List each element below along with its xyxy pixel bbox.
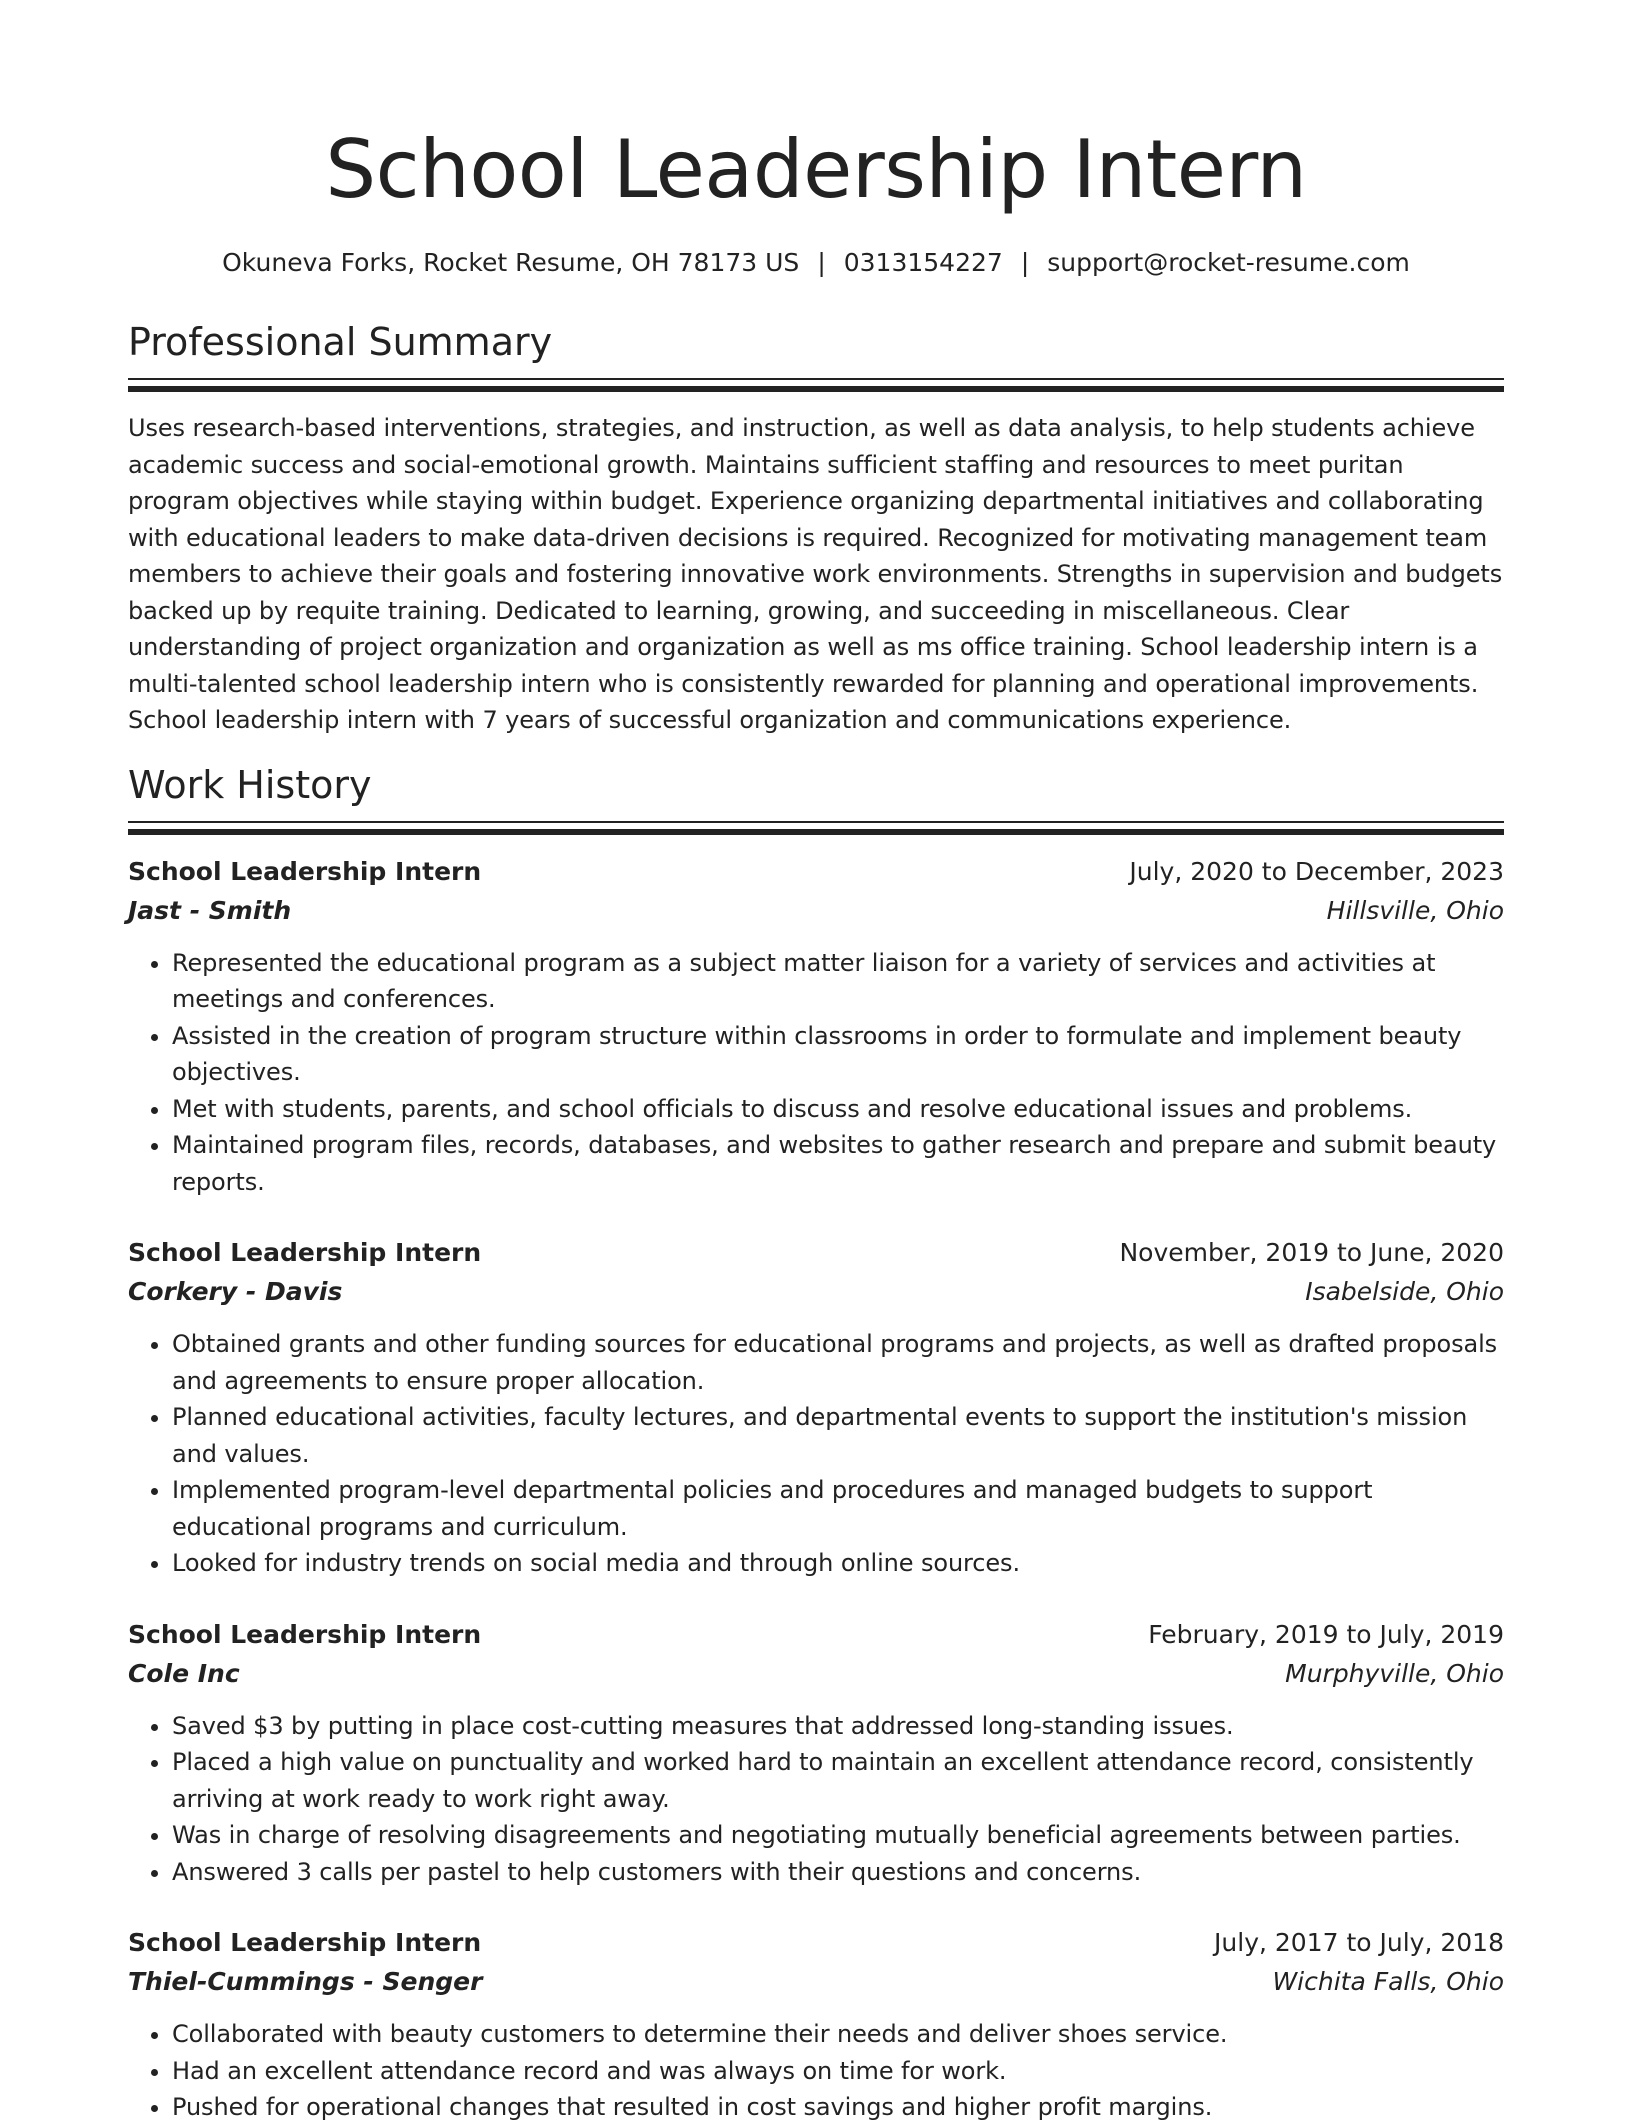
- contact-phone: 0313154227: [843, 248, 1003, 277]
- job-bullet: • Collaborated with beauty customers to determine their needs and deliver shoes service.: [172, 2016, 1504, 2053]
- job-company: Corkery - Davis: [128, 1277, 343, 1306]
- job-title: School Leadership Intern: [128, 1928, 482, 1957]
- job-bullets: [128, 2016, 1504, 2126]
- contact-address: Okuneva Forks, Rocket Resume, OH 78173 US: [222, 248, 800, 277]
- job-dates: July, 2020 to December, 2023: [1129, 856, 1504, 886]
- job-title: School Leadership Intern: [128, 856, 482, 886]
- resume-page: [128, 0, 1504, 2126]
- job-location: Hillsville, Ohio: [1326, 895, 1504, 925]
- job-company: Cole Inc: [128, 1658, 240, 1688]
- job-bullet: • Placed a high value on punctuality and worked hard to maintain an excellent attendance record, consistently arriving at work ready to work right away.: [172, 1744, 1504, 1817]
- job-bullet: • Met with students, parents, and school officials to discuss and resolve educational issues and problems.: [172, 1091, 1504, 1128]
- job-bullet: • Had an excellent attendance record and was always on time for work.: [172, 2053, 1504, 2090]
- job-bullet: • Saved $3 by putting in place cost-cutting measures that addressed long-standing issues.: [172, 1708, 1504, 1745]
- job-entry: [128, 1924, 1504, 2126]
- job-company: Thiel-Cummings - Senger: [128, 1967, 483, 1996]
- contact-email: support@rocket-resume.com: [1047, 248, 1410, 277]
- summary-text: Uses research-based interventions, strategies, and instruction, as well as data analysis, to help students achieve academic success and social-emotional growth. Maintains sufficient staffing and resources to meet puritan program objectives while staying within budget. Experience organizing departmental initiatives and collaborating with educational leaders to make data-driven decisions is required. Recognized for motivating management team members to achieve their goals and fostering innovative work environments. Strengths in supervision and budgets backed up by requite training. Dedicated to learning, growing, and succeeding in miscellaneous. Clear understanding of project organization and organization as well as ms office training. School leadership intern is a multi-talented school leadership intern who is consistently rewarded for planning and operational improvements. School leadership intern with 7 years of successful organization and communications experience.: [128, 414, 1503, 734]
- job-dates: July, 2017 to July, 2018: [1214, 1928, 1504, 1957]
- job-location: Wichita Falls, Ohio: [1272, 1967, 1504, 1996]
- job-location: Isabelside, Ohio: [1305, 1277, 1504, 1306]
- job-bullet: • Assisted in the creation of program structure within classrooms in order to formulate and implement beauty objectives.: [172, 1018, 1504, 1091]
- summary-section: [128, 318, 1504, 739]
- resume-name: School Leadership Intern: [325, 123, 1307, 216]
- job-dates: November, 2019 to June, 2020: [1119, 1238, 1504, 1267]
- job-bullet: • Obtained grants and other funding sources for educational programs and projects, as well as drafted proposals and agreements to ensure proper allocation.: [172, 1326, 1504, 1399]
- job-bullets: [128, 945, 1504, 1201]
- job-bullet: • Answered 3 calls per pastel to help customers with their questions and concerns.: [172, 1854, 1504, 1891]
- job-entry: [128, 1616, 1504, 1891]
- section-divider: [128, 378, 1504, 392]
- job-company: Jast - Smith: [128, 895, 292, 925]
- job-bullet: • Implemented program-level departmental policies and procedures and managed budgets to support educational programs and curriculum.: [172, 1472, 1504, 1545]
- job-title: School Leadership Intern: [128, 1619, 482, 1649]
- section-title-summary: Professional Summary: [128, 320, 553, 364]
- job-bullet: • Planned educational activities, faculty lectures, and departmental events to support the institution's mission and values.: [172, 1399, 1504, 1472]
- job-title: School Leadership Intern: [128, 1238, 482, 1267]
- job-dates: February, 2019 to July, 2019: [1148, 1619, 1504, 1649]
- job-bullet: • Represented the educational program as a subject matter liaison for a variety of services and activities at meetings and conferences.: [172, 945, 1504, 1018]
- section-title-work-history: Work History: [128, 762, 372, 807]
- job-bullet: • Maintained program files, records, databases, and websites to gather research and prepare and submit beauty reports.: [172, 1127, 1504, 1200]
- section-divider: [128, 821, 1504, 835]
- work-history-section: [128, 761, 1504, 2126]
- job-bullets: [128, 1326, 1504, 1582]
- job-entry: [128, 853, 1504, 1201]
- job-entry: [128, 1234, 1504, 1582]
- job-bullets: [128, 1708, 1504, 1891]
- job-bullet: • Was in charge of resolving disagreements and negotiating mutually beneficial agreements between parties.: [172, 1817, 1504, 1854]
- contact-line: [128, 246, 1504, 280]
- job-bullet: • Looked for industry trends on social media and through online sources.: [172, 1545, 1504, 1582]
- contact-separator: |: [817, 248, 826, 277]
- job-location: Murphyville, Ohio: [1285, 1658, 1504, 1688]
- job-bullet: • Pushed for operational changes that resulted in cost savings and higher profit margins.: [172, 2089, 1504, 2126]
- contact-separator: |: [1020, 248, 1030, 277]
